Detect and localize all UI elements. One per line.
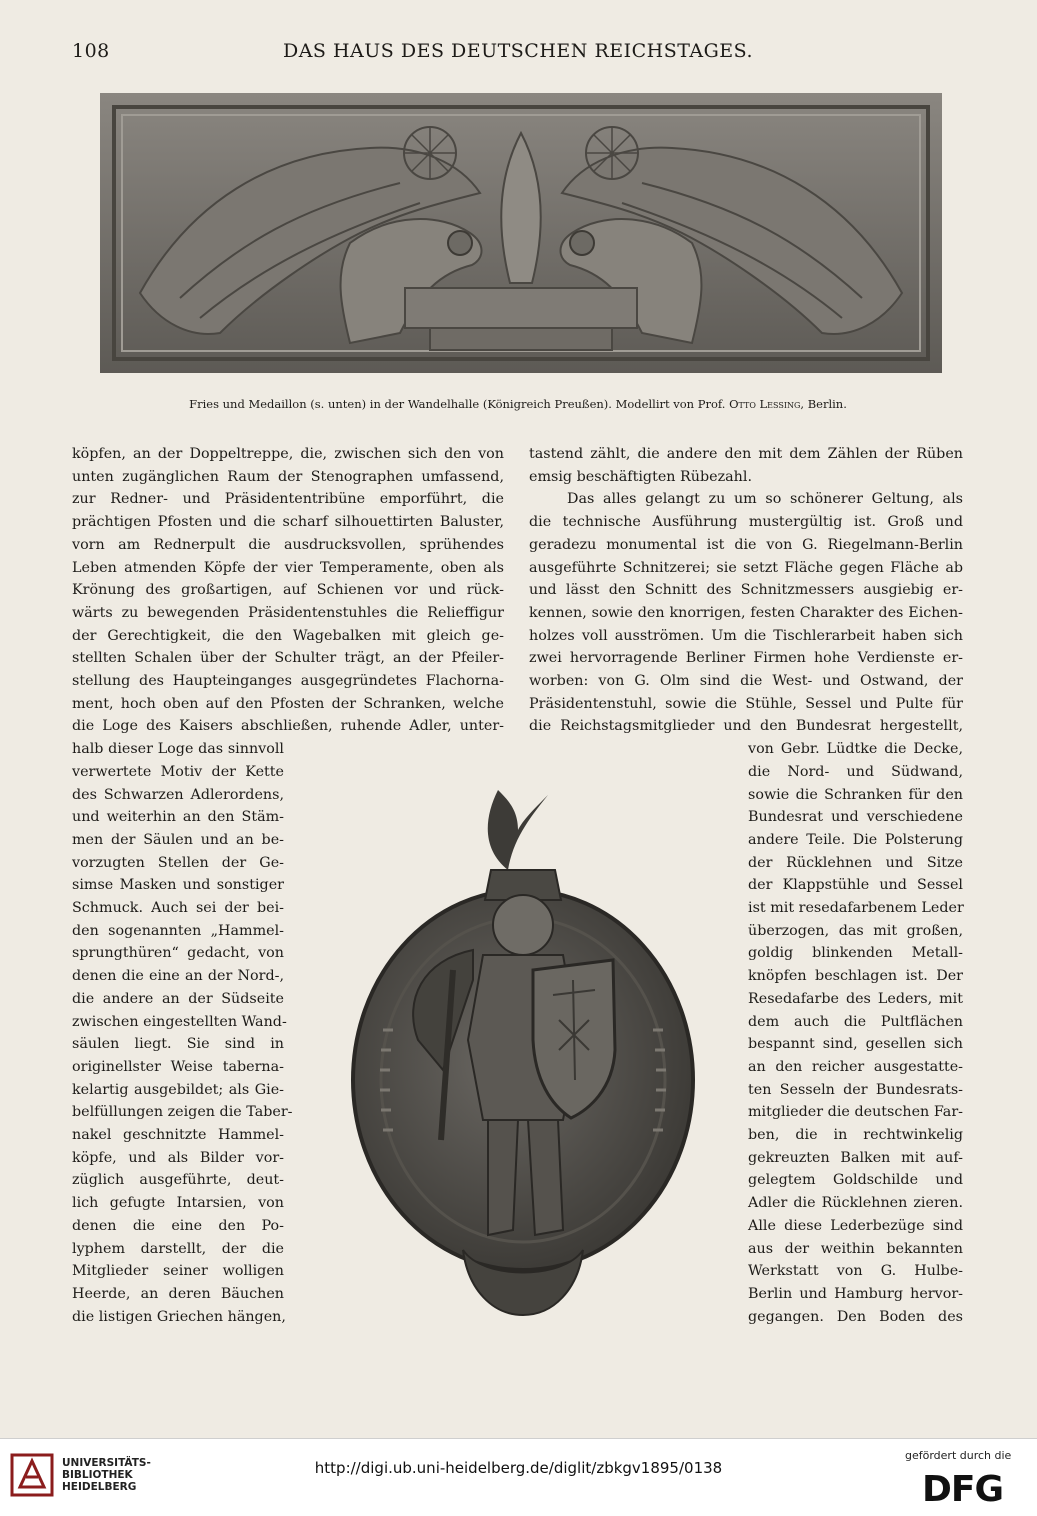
narrow-left-line: die listigen Griechen hängen, (72, 1308, 286, 1325)
left-line: vorn am Rednerpult die ausdrucksvollen, sprühendes (72, 536, 504, 553)
library-line: BIBLIOTHEK (62, 1469, 133, 1481)
narrow-right-line: die Nord- und Südwand, (748, 763, 963, 780)
narrow-left-line: züglich ausgeführte, deut- (72, 1172, 284, 1189)
narrow-right-line: Werkstatt von G. Hulbe- (748, 1263, 963, 1280)
narrow-right-line: ten Sesseln der Bundesrats- (748, 1081, 963, 1098)
narrow-left-line: men der Säulen und an be- (72, 831, 284, 848)
right-line: die Reichstagsmitglieder und den Bundesrat hergestellt, (529, 718, 963, 735)
right-line: Das alles gelangt zu um so schönerer Geltung, als (567, 491, 963, 508)
left-line: Krönung des großartigen, auf Schienen vor und rück- (72, 582, 504, 599)
narrow-right-line: gekreuzten Balken mit auf- (748, 1149, 963, 1166)
narrow-left-line: lich gefugte Intarsien, von (72, 1195, 284, 1212)
narrow-left-line: sprungthüren“ gedacht, von (72, 945, 284, 962)
right-line: kennen, sowie den knorrigen, festen Charakter des Eichen- (529, 604, 963, 621)
right-line: geradezu monumental ist die von G. Riegelmann-Berlin (529, 536, 963, 553)
narrow-right-line: knöpfen beschlagen ist. Der (748, 968, 963, 985)
narrow-left-line: nakel geschnitzte Hammel- (72, 1127, 284, 1143)
left-line: zur Redner- und Präsidententribüne emporführt, die (72, 491, 504, 508)
narrow-right-line: goldig blinkenden Metall- (748, 945, 963, 962)
left-line: stellten Schalen über der Schulter trägt, an der Pfeiler- (72, 650, 504, 667)
narrow-right-line: der Rücklehnen und Sitze (748, 854, 963, 871)
narrow-right-line: mitglieder die deutschen Far- (748, 1104, 963, 1121)
narrow-left-line: köpfe, und als Bilder vor- (72, 1149, 284, 1166)
right-line: und lässt den Schnitt des Schnitzmessers ausgiebig er- (529, 582, 963, 599)
caption-author: Otto Lessing (729, 397, 801, 411)
right-line: die technische Ausführung mustergültig ist. Groß und (529, 514, 963, 531)
narrow-right-line: Adler die Rücklehnen zieren. (748, 1195, 963, 1212)
narrow-left-line: simse Masken und sonstiger (72, 877, 284, 894)
narrow-left-line: des Schwarzen Adlerordens, (72, 786, 284, 803)
narrow-right-line: von Gebr. Lüdtke die Decke, (748, 741, 963, 758)
narrow-right-line: Resedafarbe des Leders, mit (748, 990, 963, 1007)
narrow-left-line: vorzugten Stellen der Ge- (72, 854, 284, 871)
left-line: prächtigen Pfosten und die scharf silhouettirten Baluster, (72, 514, 504, 531)
right-line: worben: von G. Olm sind die West- und Ostwand, der (529, 673, 963, 689)
right-line: zwei hervorragende Berliner Firmen hohe Verdienste er- (529, 650, 963, 667)
narrow-right-line: ist mit resedafarbenem Leder (748, 900, 964, 916)
narrow-left-line: denen die eine an der Nord-, (72, 968, 284, 985)
medallion-image (323, 780, 723, 1320)
library-line: HEIDELBERG (62, 1481, 137, 1493)
funder-logo: DFG (922, 1469, 1004, 1510)
narrow-left-line: belfüllungen zeigen die Taber- (72, 1104, 293, 1121)
narrow-left-line: den sogenannten „Hammel- (72, 922, 284, 939)
narrow-left-line: säulen liegt. Sie sind in (72, 1036, 284, 1053)
left-line: unten zugänglichen Raum der Stenographen umfassend, (72, 468, 504, 485)
right-line: emsig beschäftigten Rübezahl. (529, 468, 752, 485)
narrow-left-line: zwischen eingestellten Wand- (72, 1013, 287, 1030)
narrow-right-line: gelegtem Goldschilde und (748, 1172, 963, 1189)
narrow-left-line: halb dieser Loge das sinnvoll (72, 741, 284, 758)
frieze-eagles-relief (100, 93, 942, 373)
narrow-left-line: die andere an der Südseite (72, 990, 284, 1007)
library-line: UNIVERSITÄTS- (62, 1457, 151, 1469)
narrow-right-line: aus der weithin bekannten (748, 1240, 963, 1257)
funder-note: gefördert durch die (905, 1449, 1012, 1462)
left-line: stellung des Haupteinganges ausgegründetes Flachorna- (72, 673, 504, 689)
narrow-right-line: sowie die Schranken für den (748, 786, 963, 803)
medallion-knight-relief (323, 780, 723, 1320)
right-line: tastend zählt, die andere den mit dem Zählen der Rüben (529, 446, 963, 462)
left-line: Leben atmenden Köpfe der vier Temperamente, oben als (72, 559, 504, 576)
left-line: der Gerechtigkeit, die den Wagebalken mit gleich ge- (72, 627, 504, 644)
footer-bar (0, 1438, 1037, 1516)
narrow-right-line: Berlin und Hamburg hervor- (748, 1285, 963, 1302)
running-title: DAS HAUS DES DEUTSCHEN REICHSTAGES. (282, 40, 754, 62)
narrow-left-line: kelartig ausgebildet; als Gie- (72, 1081, 284, 1098)
caption-place: , Berlin. (800, 397, 847, 411)
left-line: wärts zu bewegenden Präsidentenstuhles die Relieffigur (72, 604, 504, 621)
figure-caption (72, 397, 964, 411)
page-number: 108 (72, 40, 110, 62)
narrow-left-line: Schmuck. Auch sei der bei- (72, 900, 284, 916)
caption-text: Fries und Medaillon (s. unten) in der Wandelhalle (Königreich Preußen). Modellirt von Prof. (189, 397, 726, 411)
left-line: ment, hoch oben auf den Pfosten der Schranken, welche (72, 695, 504, 712)
source-url[interactable]: http://digi.ub.uni-heidelberg.de/diglit/zbkgv1895/0138 (314, 1459, 723, 1477)
narrow-left-line: und weiterhin an den Stäm- (72, 809, 284, 826)
narrow-right-line: Alle diese Lederbezüge sind (748, 1217, 963, 1234)
left-line: köpfen, an der Doppeltreppe, die, zwischen sich den von (72, 446, 504, 462)
narrow-left-line: originellster Weise taberna- (72, 1058, 284, 1075)
narrow-left-line: Mitglieder seiner wolligen (72, 1263, 284, 1280)
right-line: holzes voll ausströmen. Um die Tischlerarbeit haben sich (529, 627, 963, 644)
left-line: die Loge des Kaisers abschließen, ruhende Adler, unter- (72, 718, 504, 735)
right-line: ausgeführte Schnitzerei; sie setzt Fläche gegen Fläche ab (529, 559, 963, 576)
narrow-left-line: denen die eine den Po- (72, 1217, 284, 1234)
narrow-right-line: gegangen. Den Boden des (748, 1308, 963, 1325)
narrow-right-line: überzogen, das mit großen, (748, 922, 963, 939)
narrow-right-line: Bundesrat und verschiedene (748, 809, 963, 826)
narrow-right-line: der Klappstühle und Sessel (748, 877, 963, 894)
narrow-right-line: andere Teile. Die Polsterung (748, 831, 963, 848)
running-head (72, 40, 964, 66)
narrow-right-line: dem auch die Pultflächen (748, 1013, 963, 1030)
narrow-right-line: ben, die in rechtwinkelig (748, 1127, 963, 1143)
narrow-right-line: bespannt sind, gesellen sich (748, 1036, 963, 1053)
narrow-left-line: Heerde, an deren Bäuchen (72, 1285, 284, 1302)
right-line: Präsidentenstuhl, sowie die Stühle, Sessel und Pulte für (529, 695, 963, 712)
narrow-left-line: verwertete Motiv der Kette (72, 763, 284, 780)
frieze-image (100, 93, 942, 373)
narrow-left-line: lyphem darstellt, der die (72, 1240, 284, 1257)
narrow-right-line: an den reicher ausgestatte- (748, 1058, 963, 1075)
